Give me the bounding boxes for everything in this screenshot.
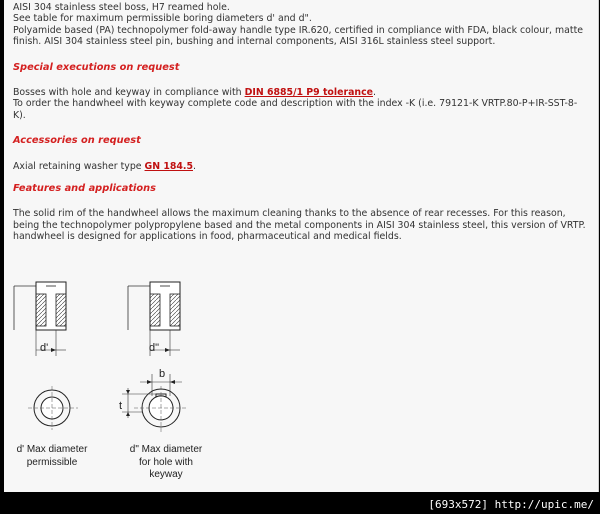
intro-line-3: Polyamide based (PA) technopolymer fold-away handle type IR.620, certified in compliance with FDA, black colour, matte finish. AISI 304 stainless steel pin, bushing and internal components, AISI 316L stainless steel support. bbox=[13, 24, 584, 48]
d-prime-label: d' bbox=[40, 342, 49, 354]
din-6885-link[interactable]: DIN 6885/1 P9 tolerance bbox=[244, 87, 373, 99]
boss-section-drawing-1 bbox=[10, 280, 100, 360]
keyway-width-label: b bbox=[159, 368, 166, 380]
d-double-prime-label: d" bbox=[149, 342, 160, 354]
image-host-watermark: [693x572] http://upic.me/ bbox=[428, 498, 594, 511]
product-description bbox=[13, 2, 588, 243]
features-heading: Features and applications bbox=[13, 183, 156, 195]
accessories-text bbox=[13, 161, 588, 172]
gn-184-5-link[interactable]: GN 184.5 bbox=[144, 160, 193, 172]
hole-top-view-drawing bbox=[28, 384, 88, 434]
caption-max-diameter: d' Max diameter permissible bbox=[16, 444, 88, 468]
accessories-text-after: . bbox=[193, 160, 196, 172]
special-text-after: . bbox=[373, 87, 376, 99]
keyway-depth-label: t bbox=[119, 400, 123, 412]
special-executions-text bbox=[13, 87, 588, 98]
intro-line-2: See table for maximum permissible boring diameters d' and d". bbox=[13, 13, 312, 25]
intro-line-1: AISI 304 stainless steel boss, H7 reamed hole. bbox=[13, 2, 230, 13]
document-page bbox=[4, 0, 599, 492]
features-text: The solid rim of the handwheel allows the maximum cleaning thanks to the absence of rear recesses. For this reason, being the technopolymer polypropylene based and the metal components in AISI 304 stainless steel, this version of VRTP. handwheel is designed for applications in food, pharmaceutical and medical fields. bbox=[13, 208, 586, 243]
accessories-heading: Accessories on request bbox=[13, 135, 141, 147]
special-executions-heading: Special executions on request bbox=[13, 61, 180, 73]
caption-max-diameter-keyway: d" Max diameter for hole with keyway bbox=[129, 444, 203, 480]
keyway-top-view-drawing bbox=[112, 370, 202, 436]
boss-section-drawing-2 bbox=[124, 280, 214, 360]
special-executions-order-text: To order the handwheel with keyway complete code and description with the index -K (i.e. 79121-K VRTP.80-P+IR-SST-8-K). bbox=[13, 98, 578, 121]
accessories-text-before: Axial retaining washer type bbox=[13, 160, 145, 172]
special-text-before: Bosses with hole and keyway in compliance with bbox=[13, 87, 245, 99]
